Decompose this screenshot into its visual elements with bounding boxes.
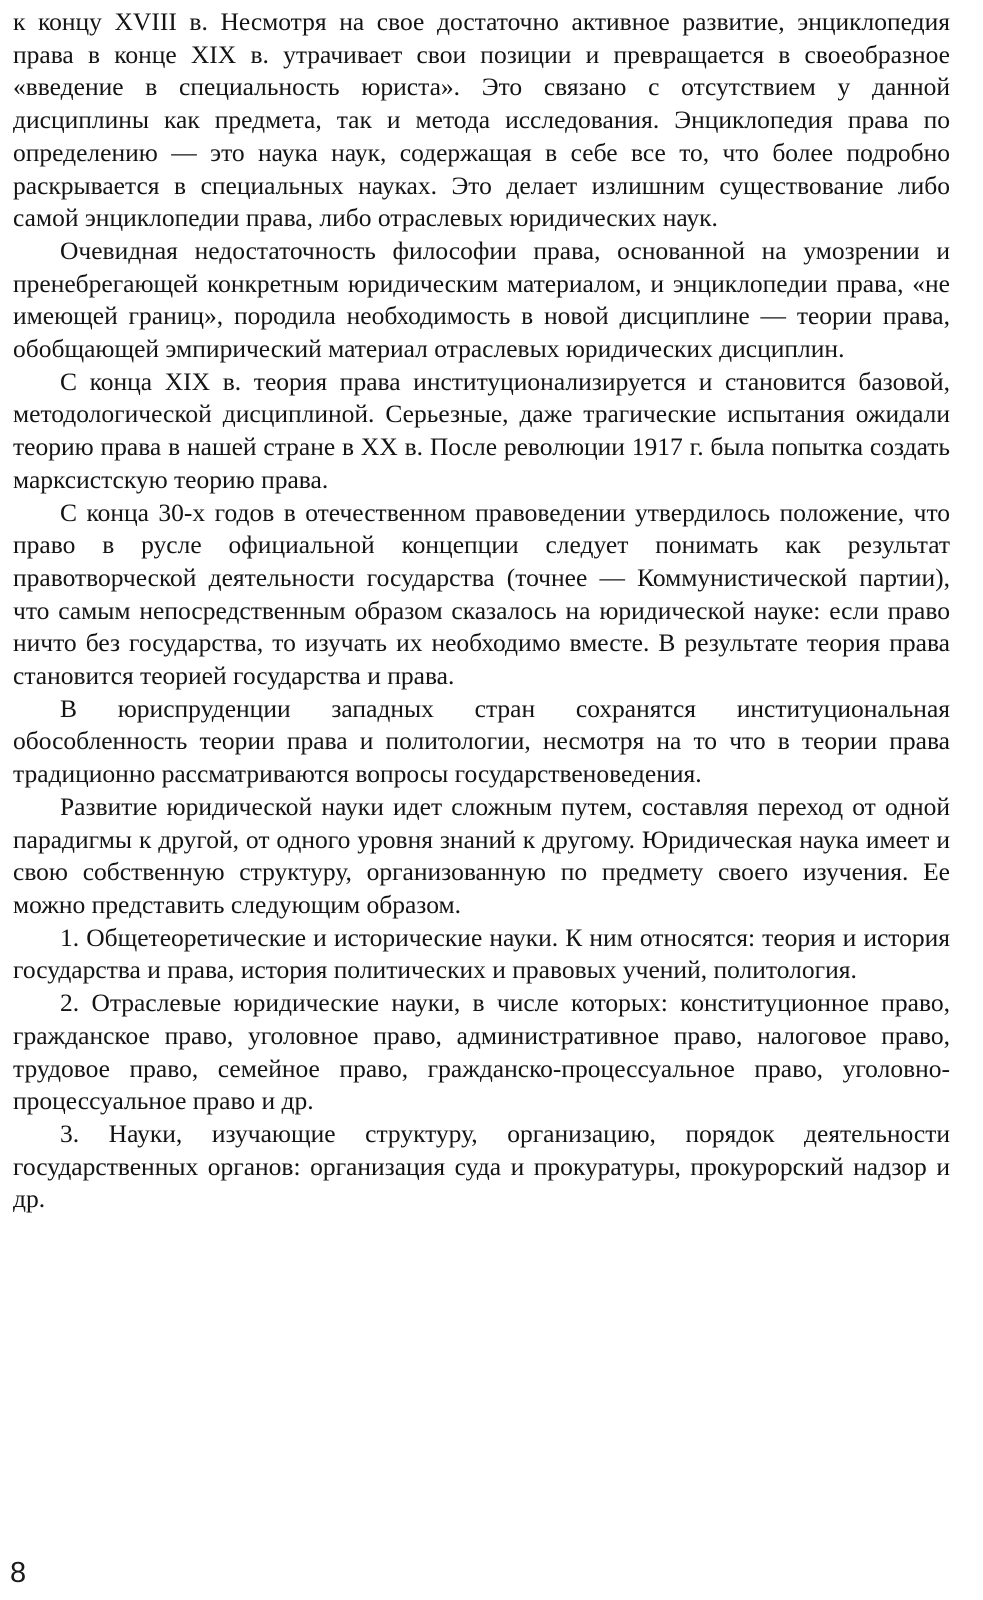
list-item-3: 3. Науки, изучающие структуру, организацию, порядок деятельности государственных органов: организация суда и прокуратуры, прокурорский надзор и др.: [13, 1118, 950, 1214]
paragraph-1: к концу XVIII в. Несмотря на свое достаточно активное развитие, энциклопедия права в конце XIX в. утрачивает свои позиции и превращается в своеобразное «введение в специальность юриста». Это связано с отсутствием у данной дисциплины как предмета, так и метода исследования. Энциклопедия права по определению — это наука наук, содержащая в себе все то, что более подробно раскрывается в специальных науках. Это делает излишним существование либо самой энциклопедии права, либо отраслевых юридических наук.: [13, 7, 950, 233]
list-item-2: 2. Отраслевые юридические науки, в числе которых: конституционное право, гражданское право, уголовное право, административное право, налоговое право, трудовое право, семейное право, гражданско-процессуальное право, уголовно-процессуальное право и др.: [13, 988, 950, 1116]
paragraph-5: В юриспруденции западных стран сохранятся институциональная обособленность теории права и политологии, несмотря на то что в теории права традиционно рассматриваются вопросы государственоведения.: [13, 693, 950, 789]
paragraph-4: С конца 30-х годов в отечественном правоведении утвердилось положение, что право в русле официальной концепции следует понимать как результат правотворческой деятельности государства (точнее — Коммунистической партии), что самым непосредственным образом сказалось на юридической науке: если право ничто без государства, то изучать их необходимо вместе. В результате теория права становится теорией государства и права.: [13, 497, 950, 691]
paragraph-3: С конца XIX в. теория права институционализируется и становится базовой, методологической дисциплиной. Серьезные, даже трагические испытания ожидали теорию права в нашей стране в XX в. После революции 1917 г. была попытка создать марксистскую теорию права.: [13, 366, 950, 494]
paragraph-2: Очевидная недостаточность философии права, основанной на умозрении и пренебрегающей конкретным юридическим материалом, и энциклопедии права, «не имеющей границ», породила необходимость в новой дисциплине — теории права, обобщающей эмпирический материал отраслевых юридических дисциплин.: [13, 235, 950, 364]
list-item-1: 1. Общетеоретические и исторические науки. К ним относятся: теория и история государства и права, история политических и правовых учений, политология.: [13, 922, 950, 985]
paragraph-6: Развитие юридической науки идет сложным путем, составляя переход от одной парадигмы к другой, от одного уровня знаний к другому. Юридическая наука имеет и свою собственную структуру, организованную по предмету своего изучения. Ее можно представить следующим образом.: [13, 791, 950, 919]
document-page: [13, 6, 950, 1594]
page-number: 8: [10, 1557, 27, 1589]
